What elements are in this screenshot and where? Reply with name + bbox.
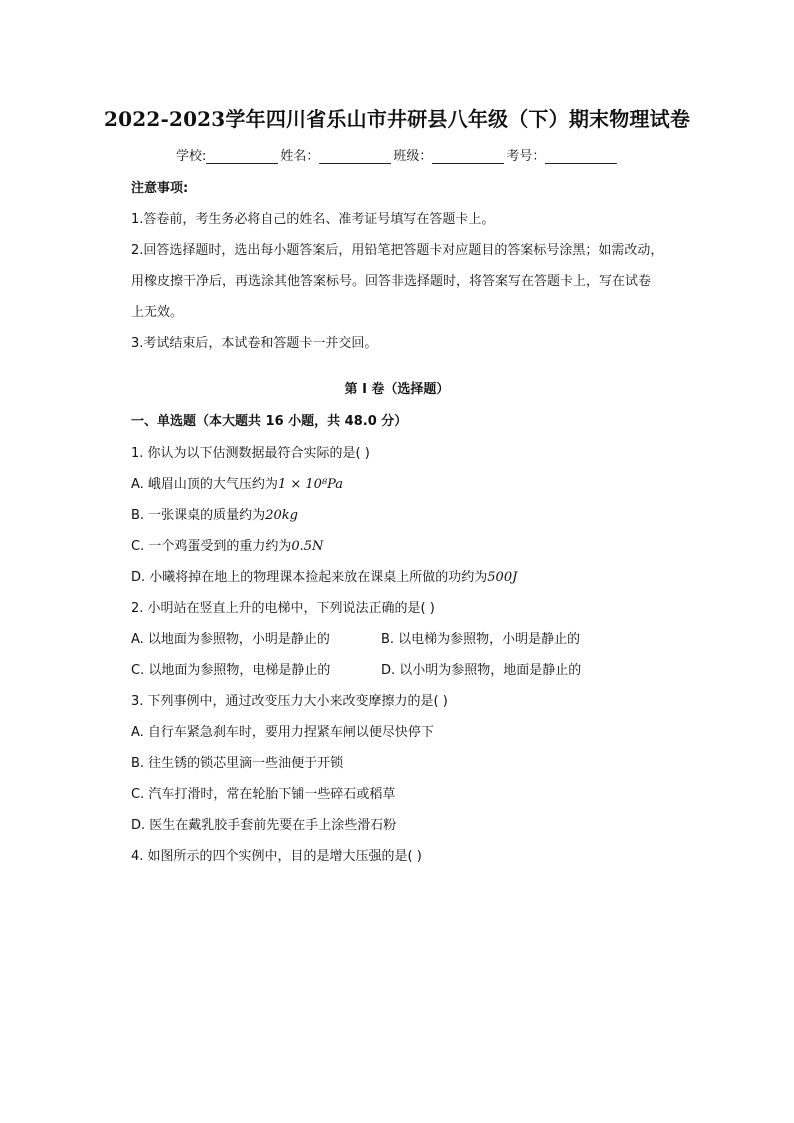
option-text: C. 一个鸡蛋受到的重力约为: [131, 539, 292, 554]
name-label: 姓名：: [280, 149, 320, 164]
exam-title: 2022-2023学年四川省乐山市井研县八年级（下）期末物理试卷: [103, 107, 691, 131]
notes-heading: 注意事项:: [131, 181, 189, 196]
number-label: 考号：: [506, 149, 546, 164]
option-math: 20kg: [265, 508, 298, 523]
student-info-row: [176, 145, 619, 164]
option-math: 1 × 10⁸Pa: [277, 477, 344, 492]
question-2-stem: 2. 小明站在竖直上升的电梯中，下列说法正确的是( ): [131, 601, 435, 616]
question-2-option-c[interactable]: C. 以地面为参照物，电梯是静止的: [131, 663, 331, 678]
question-2-option-a[interactable]: A. 以地面为参照物，小明是静止的: [131, 632, 330, 647]
note-item: 用橡皮擦干净后，再选涂其他答案标号。回答非选择题时，将答案写在答题卡上，写在试卷: [131, 274, 652, 289]
note-item: 上无效。: [131, 305, 184, 320]
class-label: 班级：: [393, 149, 433, 164]
question-2-option-d[interactable]: D. 以小明为参照物，地面是静止的: [381, 663, 582, 678]
question-2-option-b[interactable]: B. 以电梯为参照物，小明是静止的: [381, 632, 581, 647]
question-3-option-a[interactable]: A. 自行车紧急刹车时，要用力捏紧车闸以便尽快停下: [131, 725, 434, 740]
question-3-stem: 3. 下列事例中，通过改变压力大小来改变摩擦力的是( ): [131, 694, 448, 709]
option-text: B. 一张课桌的质量约为: [131, 508, 266, 523]
question-2-options-row-2: [131, 659, 631, 678]
question-4-stem: 4. 如图所示的四个实例中，目的是增大压强的是( ): [131, 849, 422, 864]
question-1-option-c[interactable]: [131, 535, 323, 554]
question-1-option-b[interactable]: [131, 504, 298, 523]
part-heading: 第 I 卷（选择题）: [344, 382, 450, 397]
question-3-option-c[interactable]: C. 汽车打滑时，常在轮胎下铺一些碎石或稻草: [131, 787, 396, 802]
question-3-option-d[interactable]: D. 医生在戴乳胶手套前先要在手上涂些滑石粉: [131, 818, 397, 833]
school-label: 学校:: [176, 149, 207, 164]
option-math: 0.5N: [291, 539, 324, 554]
question-2-options-row-1: [131, 628, 631, 647]
note-item: 1.答卷前，考生务必将自己的姓名、准考证号填写在答题卡上。: [131, 212, 495, 227]
question-1-option-d[interactable]: [131, 566, 517, 585]
note-item: 2.回答选择题时，选出每小题答案后，用铅笔把答题卡对应题目的答案标号涂黑；如需改动，: [131, 243, 664, 258]
section-heading: 一、单选题（本大题共 16 小题，共 48.0 分）: [131, 414, 408, 429]
question-3-option-b[interactable]: B. 往生锈的锁芯里滴一些油便于开锁: [131, 756, 344, 771]
number-blank[interactable]: [545, 149, 617, 164]
school-blank[interactable]: [206, 149, 278, 164]
name-blank[interactable]: [319, 149, 391, 164]
option-text: A. 峨眉山顶的大气压约为: [131, 477, 278, 492]
class-blank[interactable]: [432, 149, 504, 164]
option-math: 500J: [487, 570, 518, 585]
option-text: D. 小曦将掉在地上的物理课本捡起来放在课桌上所做的功约为: [131, 570, 488, 585]
note-item: 3.考试结束后，本试卷和答题卡一并交回。: [131, 336, 378, 351]
question-1-option-a[interactable]: [131, 473, 343, 492]
question-1-stem: 1. 你认为以下估测数据最符合实际的是( ): [131, 446, 370, 461]
